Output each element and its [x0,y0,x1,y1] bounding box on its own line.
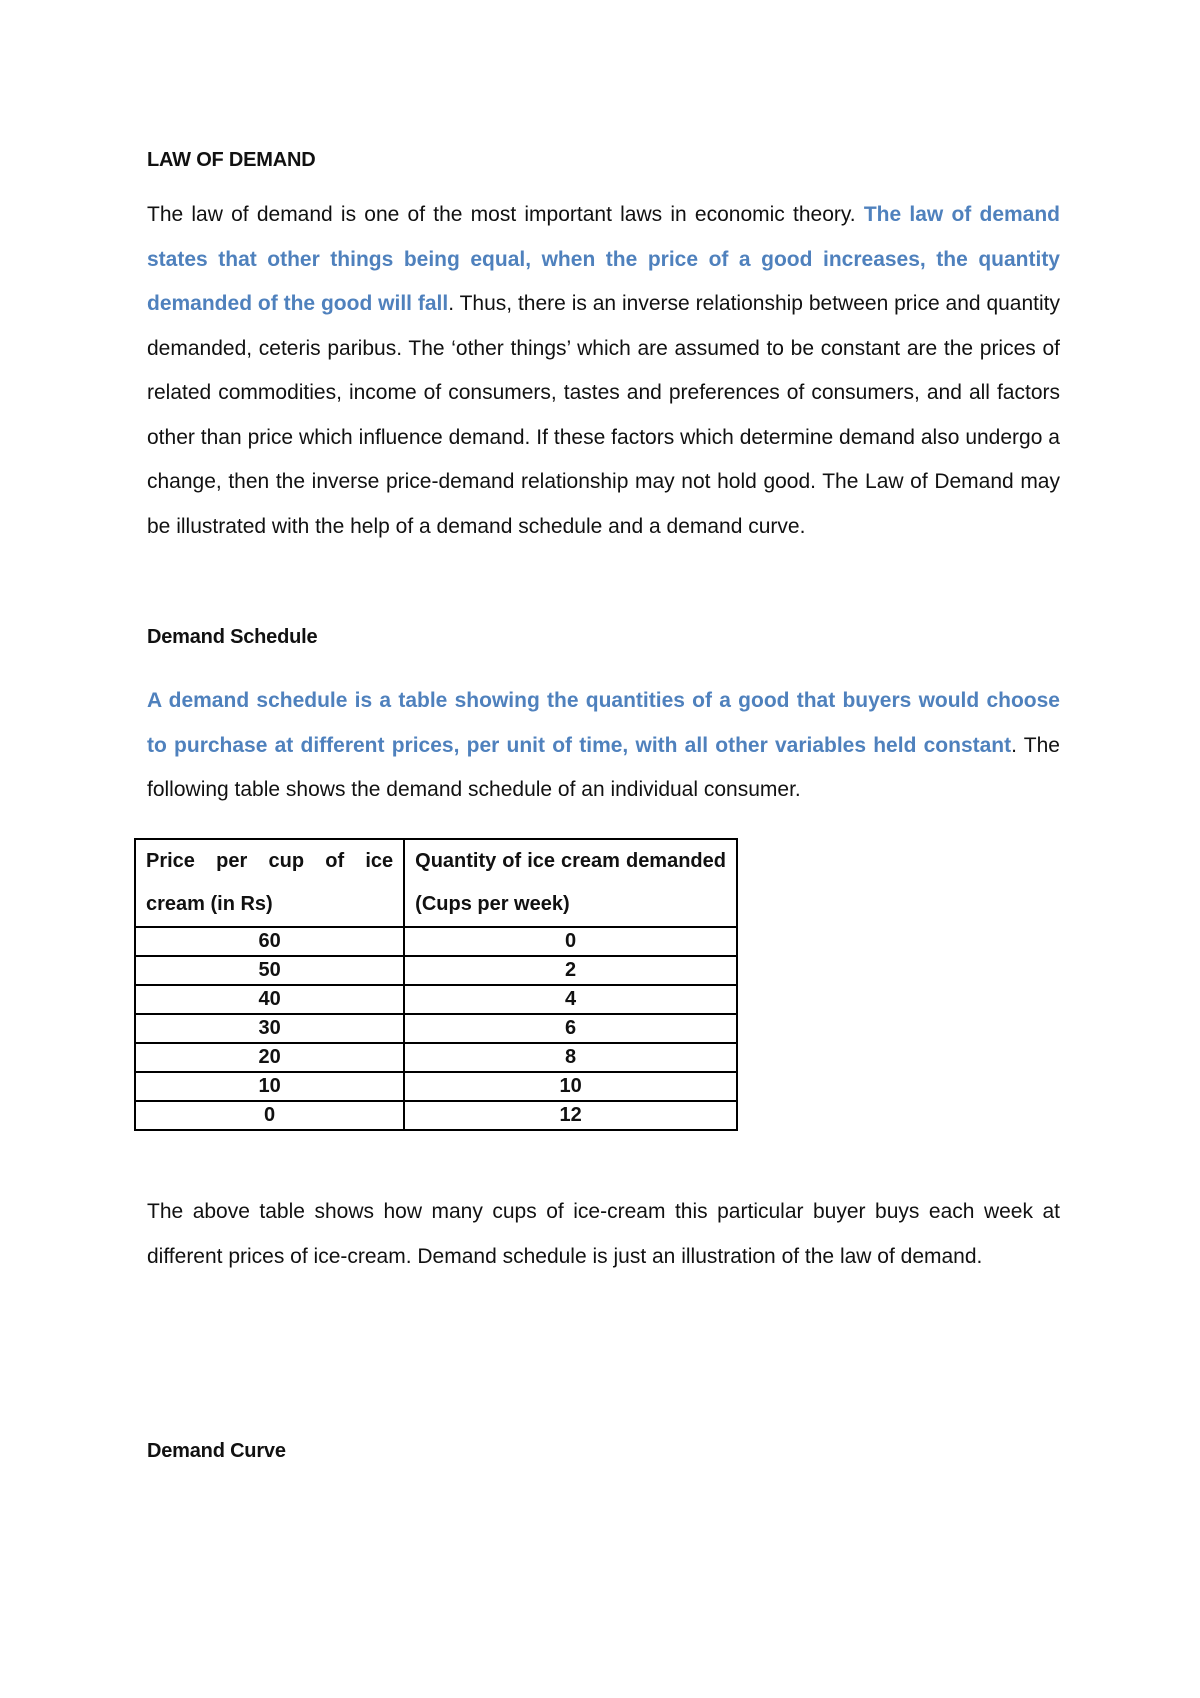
demand-schedule-table [134,838,738,1131]
intro-text-start: The law of demand is one of the most important laws in economic theory. [147,203,864,226]
price-cell: 10 [135,1072,404,1101]
page-title: LAW OF DEMAND [147,149,316,171]
quantity-cell: 6 [404,1014,737,1043]
after-table-paragraph: The above table shows how many cups of ice-cream this particular buyer buys each week at different prices of ice-cream. Demand schedule is just an illustration of the law of demand. [147,1200,1060,1268]
table-row [135,927,737,956]
quantity-cell: 12 [404,1101,737,1130]
quantity-cell: 10 [404,1072,737,1101]
quantity-cell: 0 [404,927,737,956]
demand-schedule-definition: A demand schedule is a table showing the quantities of a good that buyers would choose to purchase at different prices, per unit of time, with all other variables held constant [147,689,1060,757]
price-cell: 40 [135,985,404,1014]
price-cell: 50 [135,956,404,985]
schedule-definition-paragraph [147,679,1060,813]
price-cell: 20 [135,1043,404,1072]
section-heading-demand-schedule: Demand Schedule [147,626,318,648]
quantity-cell: 2 [404,956,737,985]
table-row [135,1072,737,1101]
intro-text-end: . Thus, there is an inverse relationship between price and quantity demanded, ceteris paribus. The ‘other things’ which are assumed to be constant are the prices of related commodities, income of consumers, tastes and preferences of consumers, and all factors other than price which influence demand. If these factors which determine demand also undergo a change, then the inverse price-demand relationship may not hold good. The Law of Demand may be illustrated with the help of a demand schedule and a demand curve. [147,292,1060,538]
price-cell: 60 [135,927,404,956]
intro-paragraph [147,193,1060,549]
schedule-definition-rest: . The following table shows the demand schedule of an individual consumer. [147,733,1060,801]
table-row [135,1043,737,1072]
table-row [135,1101,737,1130]
price-cell: 30 [135,1014,404,1043]
table-header-row [135,839,737,927]
price-cell: 0 [135,1101,404,1130]
law-of-demand-definition: The law of demand states that other things being equal, when the price of a good increases, the quantity demanded of the good will fall [147,203,1061,315]
price-column-header: Price per cup of ice cream (in Rs) [135,839,404,927]
table-row [135,985,737,1014]
quantity-cell: 4 [404,985,737,1014]
quantity-cell: 8 [404,1043,737,1072]
quantity-column-header: Quantity of ice cream demanded (Cups per week) [404,839,737,927]
table-row [135,956,737,985]
section-heading-demand-curve: Demand Curve [147,1440,286,1462]
table-row [135,1014,737,1043]
